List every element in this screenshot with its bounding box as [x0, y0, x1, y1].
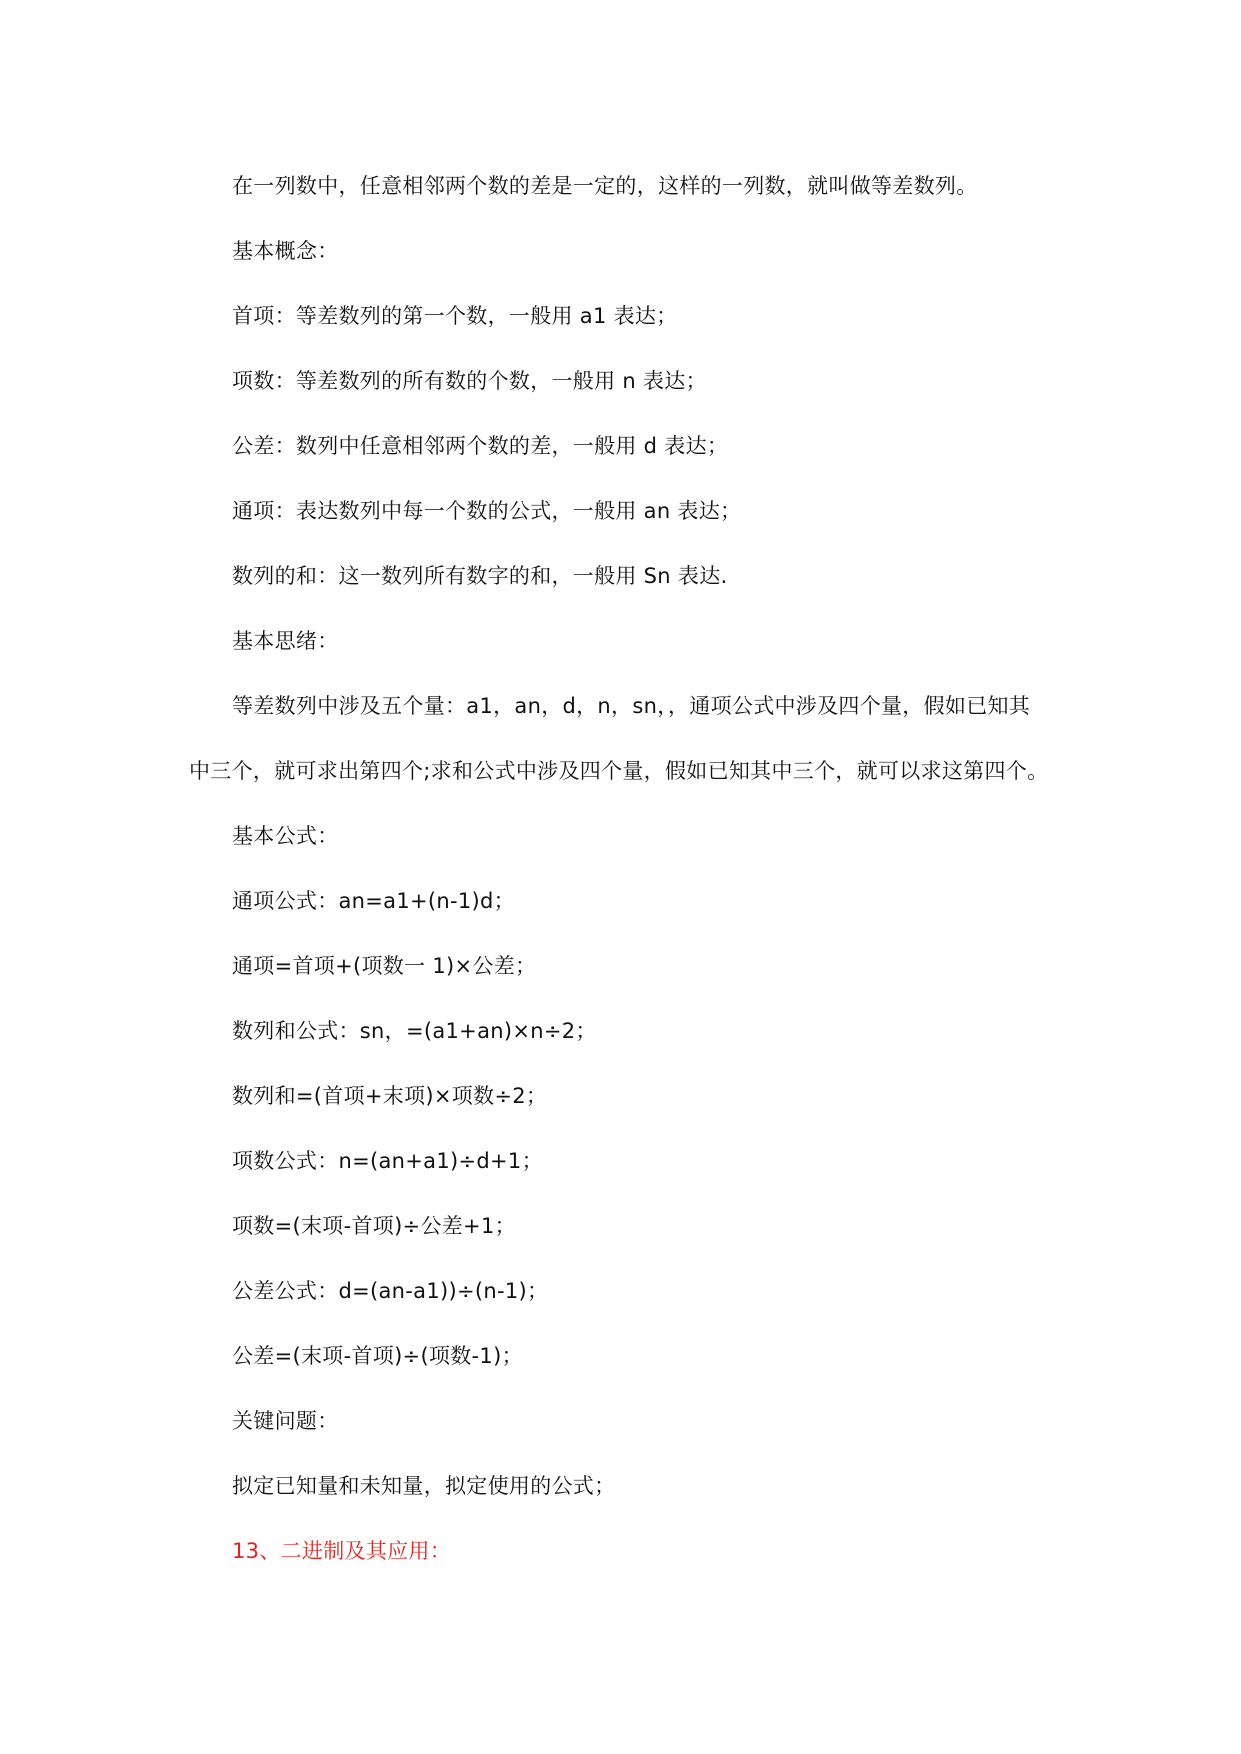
section-basic-formulas: 基本公式： — [232, 824, 339, 848]
intro-paragraph: 在一列数中，任意相邻两个数的差是一定的，这样的一列数，就叫做等差数列。 — [232, 174, 978, 198]
key-questions-text: 拟定已知量和未知量，拟定使用的公式； — [232, 1474, 616, 1498]
formula-general-term-words: 通项=首项+(项数一 1)×公差； — [232, 954, 537, 978]
definition-general-term: 通项：表达数列中每一个数的公式，一般用 an 表达； — [232, 499, 742, 523]
definition-sum: 数列的和：这一数列所有数字的和，一般用 Sn 表达. — [232, 564, 728, 588]
section-heading-binary: 13、二进制及其应用： — [232, 1539, 452, 1563]
definition-first-term: 首项：等差数列的第一个数，一般用 a1 表达； — [232, 304, 678, 328]
section-basic-approach: 基本思绪： — [232, 629, 339, 653]
definition-term-count: 项数：等差数列的所有数的个数，一般用 n 表达； — [232, 369, 707, 393]
formula-term-count-words: 项数=(末项-首项)÷公差+1； — [232, 1214, 516, 1238]
formula-sum-words: 数列和=(首项+末项)×项数÷2； — [232, 1084, 548, 1108]
formula-term-count: 项数公式：n=(an+a1)÷d+1； — [232, 1149, 543, 1173]
formula-common-difference-words: 公差=(末项-首项)÷(项数-1)； — [232, 1344, 523, 1368]
formula-general-term: 通项公式：an=a1+(n-1)d； — [232, 889, 515, 913]
section-basic-concepts: 基本概念： — [232, 239, 339, 263]
formula-sum: 数列和公式：sn，=(a1+an)×n÷2； — [232, 1019, 597, 1043]
formula-common-difference: 公差公式：d=(an-a1))÷(n-1)； — [232, 1279, 549, 1303]
approach-paragraph-line-1: 等差数列中涉及五个量：a1，an，d，n，sn，，通项公式中涉及四个量，假如已知其 — [232, 694, 1031, 718]
approach-paragraph-line-2: 中三个，就可求出第四个;求和公式中涉及四个量，假如已知其中三个，就可以求这第四个。 — [189, 759, 1049, 783]
section-key-questions: 关键问题： — [232, 1409, 339, 1433]
definition-common-difference: 公差：数列中任意相邻两个数的差，一般用 d 表达； — [232, 434, 729, 458]
